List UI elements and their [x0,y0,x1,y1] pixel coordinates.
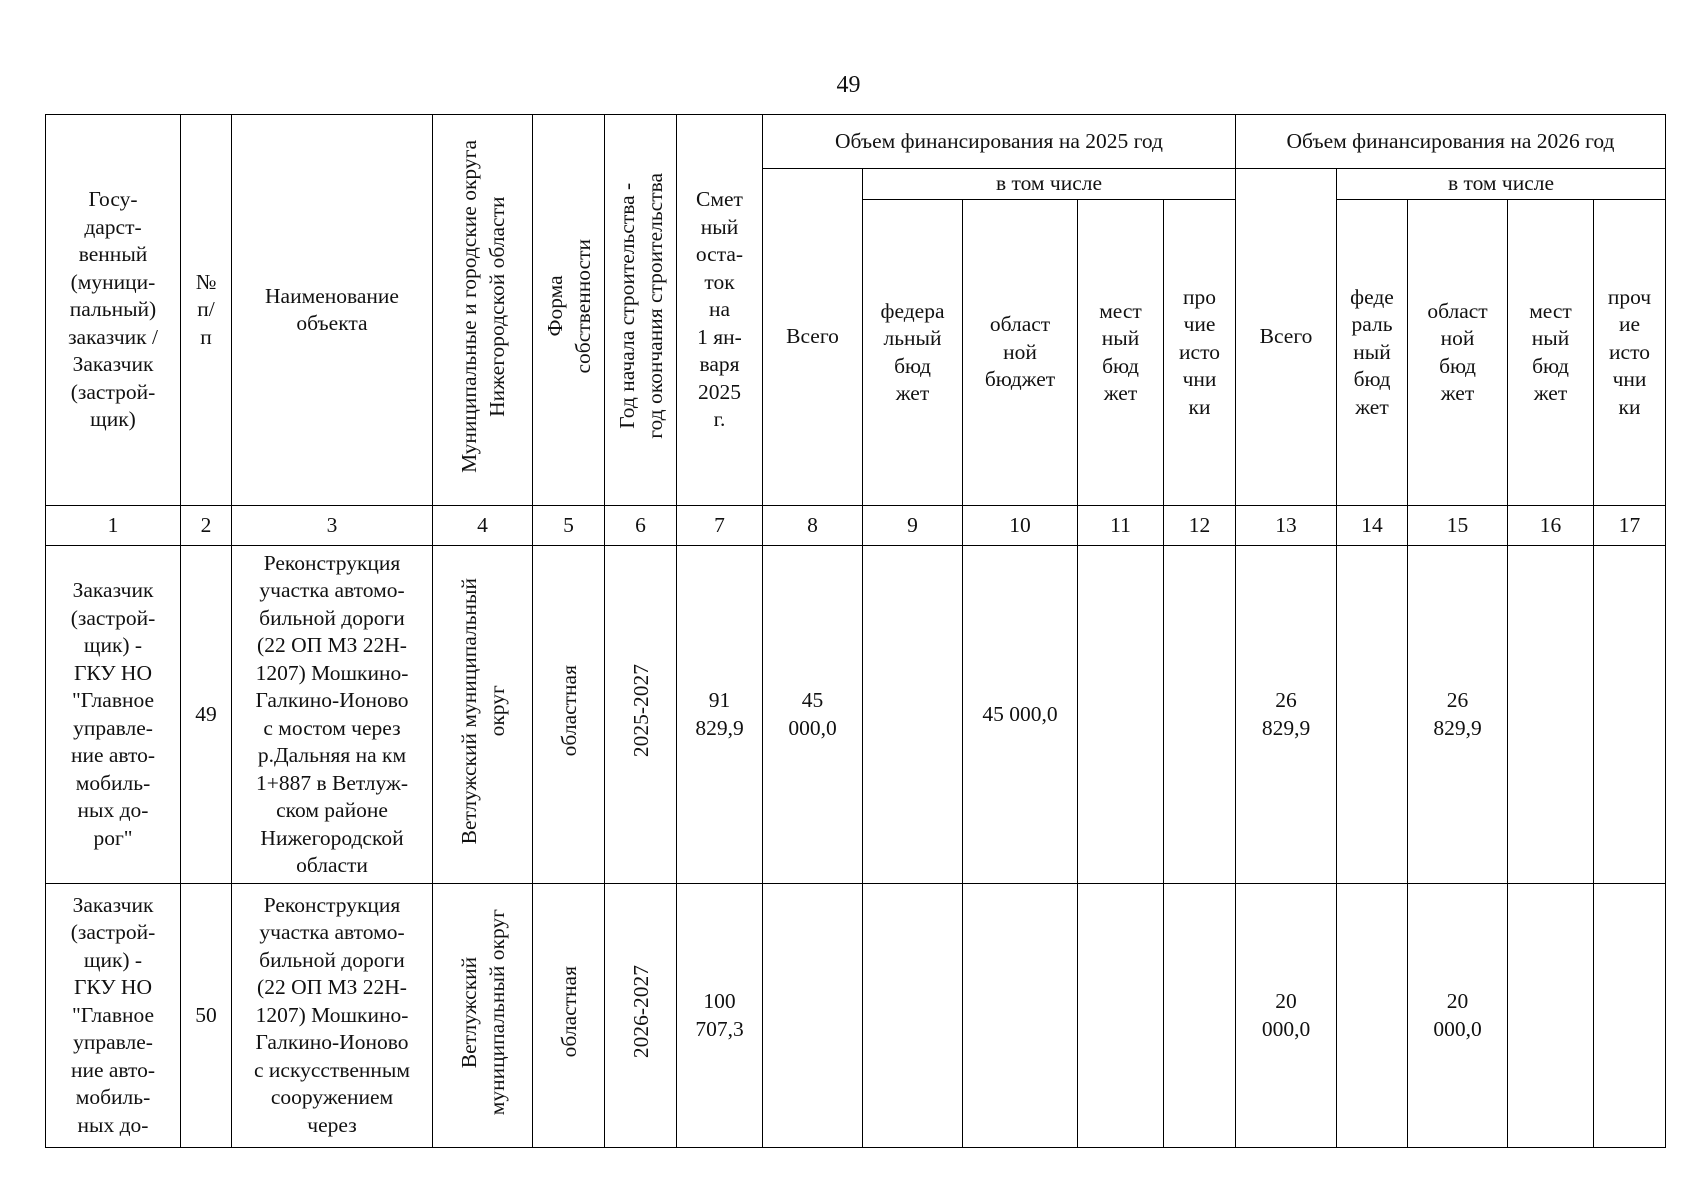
header-group-2025: Объем финансирования на 2025 год [763,115,1236,169]
cell-estimate: 91 829,9 [677,546,763,884]
cell-regional-2025: 45 000,0 [963,546,1078,884]
page-number: 49 [836,72,861,98]
table-row [46,546,1666,884]
header-local-2026: мест ный бюд жет [1508,200,1594,506]
column-numbers-row [46,506,1666,546]
column-number: 10 [963,506,1078,546]
column-number: 3 [232,506,433,546]
header-customer: Госу- дарст- венный (муници- пальный) заказчик / Заказчик (застрой- щик) [46,115,181,506]
cell-local-2025 [1078,884,1164,1148]
header-total-2026: Всего [1236,169,1337,506]
header-years: Год начала строительства - год окончания строительства [605,115,677,506]
cell-total-2025: 45 000,0 [763,546,863,884]
column-number: 9 [863,506,963,546]
column-number: 5 [533,506,605,546]
cell-local-2026 [1508,884,1594,1148]
cell-other-2025 [1164,884,1236,1148]
header-estimate: Смет ный оста- ток на 1 ян- варя 2025 г. [677,115,763,506]
column-number: 15 [1408,506,1508,546]
header-federal-2026: феде раль ный бюд жет [1337,200,1408,506]
column-number: 6 [605,506,677,546]
cell-years: 2025-2027 [605,546,677,884]
column-number: 1 [46,506,181,546]
column-number: 13 [1236,506,1337,546]
cell-district: Ветлужский муниципальный округ [433,546,533,884]
header-incl-2026: в том числе [1337,169,1666,200]
cell-object-name: Реконструкция участка автомо- бильной дороги (22 ОП МЗ 22Н- 1207) Мошкино- Галкино-Ионово с искусственным сооружением через [232,884,433,1148]
header-regional-2026: област ной бюд жет [1408,200,1508,506]
column-number: 4 [433,506,533,546]
cell-federal-2025 [863,546,963,884]
column-number: 11 [1078,506,1164,546]
cell-customer: Заказчик (застрой- щик) - ГКУ НО "Главное управле- ние авто- мобиль- ных до- [46,884,181,1148]
header-number: № п/ п [181,115,232,506]
cell-ownership: областная [533,546,605,884]
column-number: 8 [763,506,863,546]
cell-years: 2026-2027 [605,884,677,1148]
cell-customer: Заказчик (застрой- щик) - ГКУ НО "Главное управле- ние авто- мобиль- ных до- рог" [46,546,181,884]
cell-number: 50 [181,884,232,1148]
table-row [46,884,1666,1148]
header-total-2025: Всего [763,169,863,506]
cell-regional-2025 [963,884,1078,1148]
cell-estimate: 100 707,3 [677,884,763,1148]
header-incl-2025: в том числе [863,169,1236,200]
header-other-2026: проч ие исто чни ки [1594,200,1666,506]
header-districts: Муниципальные и городские округа Нижегородской области [433,115,533,506]
cell-number: 49 [181,546,232,884]
cell-regional-2026: 20 000,0 [1408,884,1508,1148]
cell-total-2026: 20 000,0 [1236,884,1337,1148]
column-number: 17 [1594,506,1666,546]
header-object-name: Наименование объекта [232,115,433,506]
cell-other-2026 [1594,546,1666,884]
cell-ownership: областная [533,884,605,1148]
cell-total-2025 [763,884,863,1148]
financing-table [45,114,1666,1148]
header-row-top [46,115,1666,169]
header-group-2026: Объем финансирования на 2026 год [1236,115,1666,169]
cell-federal-2026 [1337,884,1408,1148]
header-federal-2025: федера льный бюд жет [863,200,963,506]
column-number: 16 [1508,506,1594,546]
cell-local-2026 [1508,546,1594,884]
cell-other-2026 [1594,884,1666,1148]
column-number: 2 [181,506,232,546]
cell-federal-2025 [863,884,963,1148]
cell-other-2025 [1164,546,1236,884]
cell-regional-2026: 26 829,9 [1408,546,1508,884]
header-regional-2025: област ной бюджет [963,200,1078,506]
header-ownership: Форма собственности [533,115,605,506]
header-local-2025: мест ный бюд жет [1078,200,1164,506]
column-number: 7 [677,506,763,546]
column-number: 12 [1164,506,1236,546]
cell-district: Ветлужский муниципальный округ [433,884,533,1148]
cell-federal-2026 [1337,546,1408,884]
cell-object-name: Реконструкция участка автомо- бильной дороги (22 ОП МЗ 22Н- 1207) Мошкино- Галкино-Ионово с мостом через р.Дальняя на км 1+887 в Ветлуж- ском районе Нижегородской области [232,546,433,884]
cell-total-2026: 26 829,9 [1236,546,1337,884]
column-number: 14 [1337,506,1408,546]
cell-local-2025 [1078,546,1164,884]
header-other-2025: про чие исто чни ки [1164,200,1236,506]
